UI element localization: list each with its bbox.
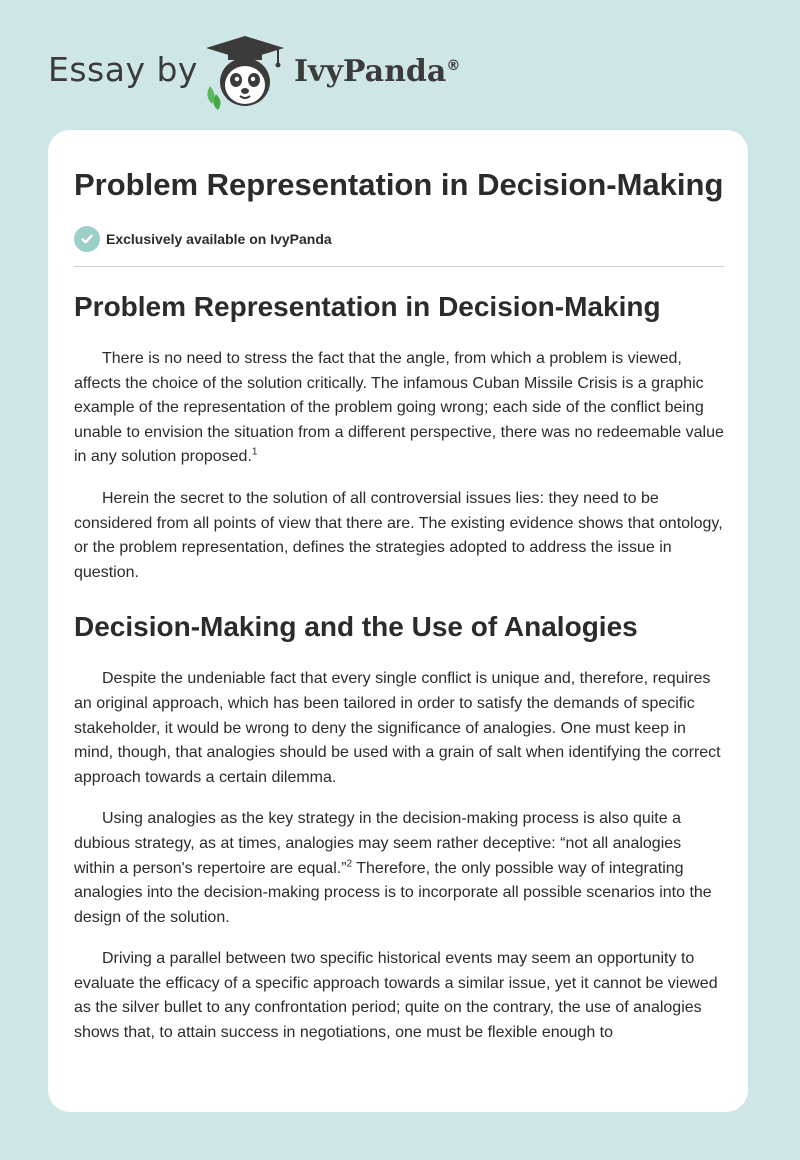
section-heading: Decision-Making and the Use of Analogies bbox=[74, 611, 638, 643]
page-title: Problem Representation in Decision-Making bbox=[74, 167, 724, 202]
check-icon bbox=[74, 226, 100, 252]
badge-text: Exclusively available on IvyPanda bbox=[106, 231, 332, 247]
divider bbox=[74, 266, 724, 267]
panda-logo-icon bbox=[202, 34, 288, 110]
brand-name: IvyPanda® bbox=[294, 54, 461, 89]
paragraph: Using analogies as the key strategy in the decision-making process is also quite a dubious strategy, as at times, analogies may seem rather deceptive: “not all analogies within a person's repertoire are equal.”$^2$ Therefore, the only possible way of integrating analogies into the decision-making process is to incorporate all possible scenarios into the design of the solution. bbox=[74, 810, 712, 926]
paragraph: Driving a parallel between two specific historical events may seem an opportunity to evaluate the efficacy of a specific approach towards a similar issue, yet it cannot be viewed as the silver bullet to any confrontation period; quite on the contrary, the use of analogies shows that, to attain success in negotiations, one must be flexible enough to bbox=[74, 950, 718, 1042]
brand-header bbox=[48, 34, 508, 114]
paragraph: Herein the secret to the solution of all controversial issues lies: they need to be considered from all points of view that there are. The existing evidence shows that ontology, or the problem representation, defines the strategies adopted to address the issue in question. bbox=[74, 489, 723, 581]
section-heading: Problem Representation in Decision-Making bbox=[74, 291, 661, 322]
brand-prefix: Essay by bbox=[48, 50, 198, 89]
exclusive-badge bbox=[74, 225, 724, 253]
paragraph: Despite the undeniable fact that every single conflict is unique and, therefore, requires an original approach, which has been tailored in order to satisfy the demands of specific stakeholder, it would be wrong to deny the significance of analogies. One must keep in mind, though, that analogies should be used with a grain of salt when identifying the correct approach towards a certain dilemma. bbox=[74, 670, 721, 786]
paragraph: There is no need to stress the fact that the angle, from which a problem is viewed, affects the choice of the solution critically. The infamous Cuban Missile Crisis is a graphic example of the representation of the problem going wrong; each side of the conflict being unable to envision the situation from a different perspective, there was no redeemable value in any solution proposed.$^1$ bbox=[74, 350, 724, 466]
footnote-ref: 2 bbox=[346, 858, 353, 870]
essay-card bbox=[48, 130, 748, 1112]
footnote-ref: 1 bbox=[251, 447, 258, 459]
